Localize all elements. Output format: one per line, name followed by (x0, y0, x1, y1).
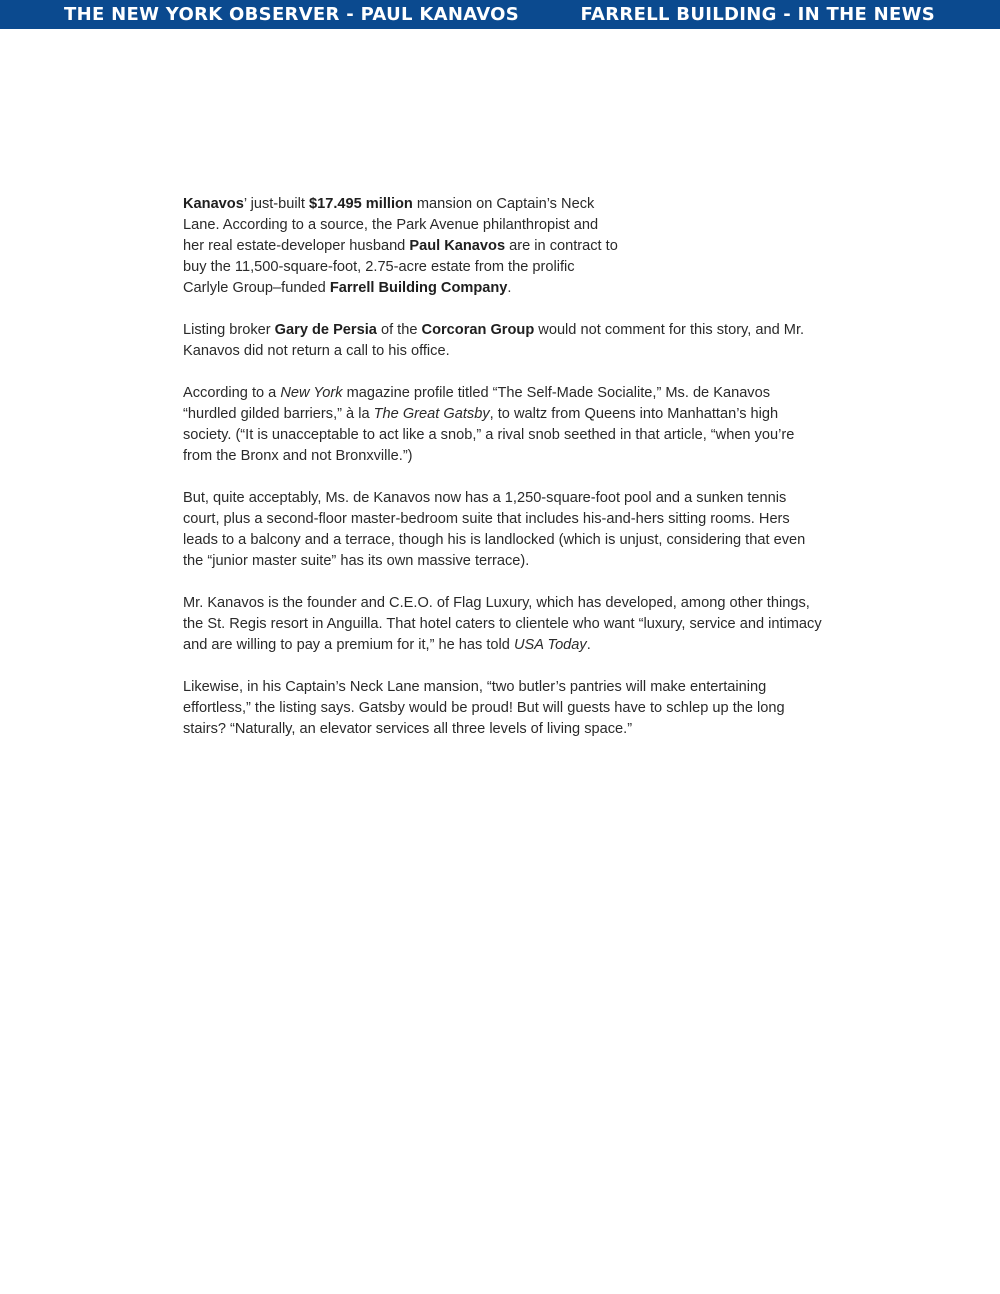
italic-book-title: The Great Gatsby (373, 406, 490, 422)
header-publication-title: THE NEW YORK OBSERVER - PAUL KANAVOS (64, 4, 519, 25)
bold-price: $17.495 million (309, 196, 413, 212)
bold-company-name: Farrell Building Company (329, 280, 508, 296)
bold-broker-name: Gary de Persia (274, 322, 377, 338)
article-paragraph-1: Kanavos’ just-built $17.495 million mansion on Captain’s Neck Lane. According to a source, the Park Avenue philanthropist and her real estate-developer husband Paul Kanavos are in contract to buy the 11,500-square-foot, 2.75-acre estate from the prolific Carlyle Group–funded Farrell Building Company. (183, 196, 618, 296)
bold-brokerage-name: Corcoran Group (421, 322, 535, 338)
article-paragraph-4: But, quite acceptably, Ms. de Kanavos now has a 1,250-square-foot pool and a sunken tennis court, plus a second-floor master-bedroom suite that includes his-and-hers sitting rooms. Hers leads to a balcony and a terrace, though his is landlocked (which is unjust, considering that even the “junior master suite” has its own massive terrace). (183, 490, 806, 569)
header-bar (0, 0, 1000, 29)
bold-name-kanavos: Kanavos (183, 196, 244, 212)
article-paragraph-2: Listing broker Gary de Persia of the Corcoran Group would not comment for this story, and Mr. Kanavos did not return a call to his office. (183, 322, 805, 359)
bold-name-paul-kanavos: Paul Kanavos (409, 238, 506, 254)
italic-newspaper-title: USA Today (513, 637, 587, 653)
article-paragraph-6: Likewise, in his Captain’s Neck Lane mansion, “two butler’s pantries will make entertaining effortless,” the listing says. Gatsby would be proud! But will guests have to schlep up the long stairs? “Naturally, an elevator services all three levels of living space.” (183, 679, 785, 737)
article-body (183, 194, 823, 761)
header-section-title: FARRELL BUILDING - IN THE NEWS (580, 4, 935, 25)
article-paragraph-3: According to a New York magazine profile titled “The Self-Made Socialite,” Ms. de Kanavos “hurdled gilded barriers,” à la The Great Gatsby, to waltz from Queens into Manhattan’s high society. (“It is unacceptable to act like a snob,” a rival snob seethed in that article, “when you’re from the Bronx and not Bronxville.”) (183, 385, 795, 464)
italic-magazine-title: New York (280, 385, 343, 401)
article-paragraph-5: Mr. Kanavos is the founder and C.E.O. of Flag Luxury, which has developed, among other things, the St. Regis resort in Anguilla. That hotel caters to clientele who want “luxury, service and intimacy and are willing to pay a premium for it,” he has told USA Today. (183, 595, 822, 653)
